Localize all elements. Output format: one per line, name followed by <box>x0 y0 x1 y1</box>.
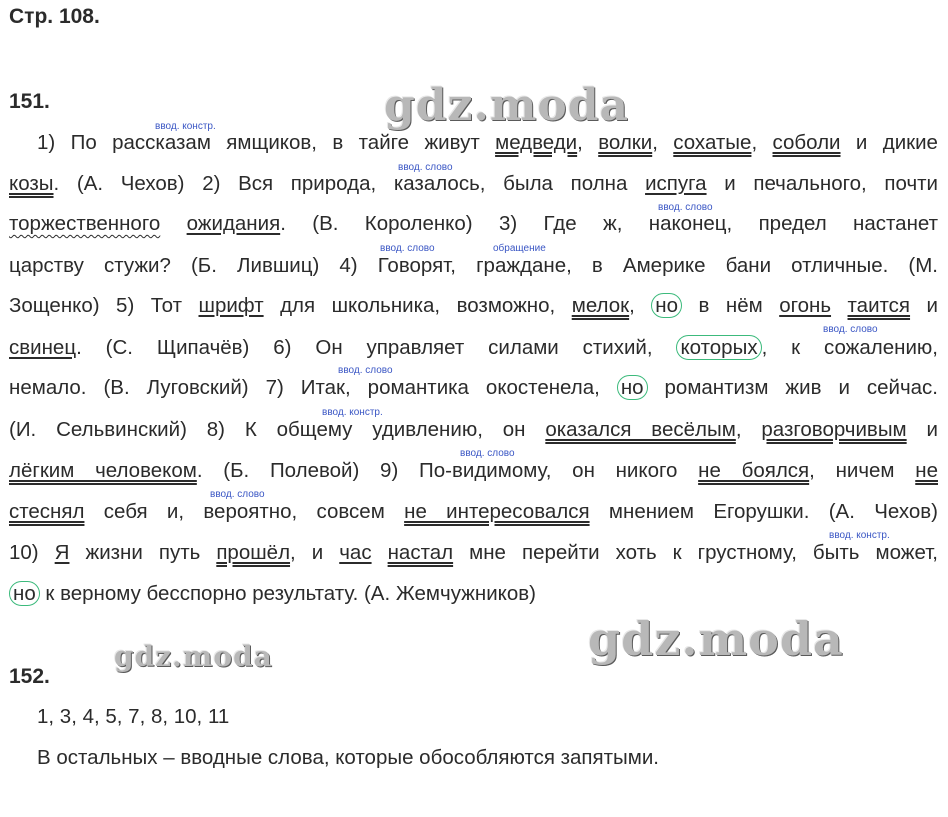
annotation: ввод. констр. <box>155 121 216 132</box>
annotation: ввод. слово <box>210 489 265 500</box>
text-line: 1) По рассказам ямщиков, в тайге живут медведи, волки, сохатые, соболи и дикие <box>37 131 938 154</box>
watermark-logo: gdz.moda <box>384 80 630 131</box>
annotation: ввод. слово <box>658 202 713 213</box>
text-line: торжественного ожидания. (В. Короленко) 3) Где ж, наконец, предел настанет <box>9 212 938 235</box>
text-line: лёгким человеком. (Б. Полевой) 9) По-видимому, он никого не боялся, ничем не <box>9 459 938 482</box>
text-line: стеснял себя и, вероятно, совсем не интересовался мнением Егорушки. (А. Чехов) <box>9 500 939 523</box>
exercise-number: 152. <box>9 665 50 688</box>
annotation: ввод. слово <box>460 448 515 459</box>
answer-list: 1, 3, 4, 5, 7, 8, 10, 11 <box>37 705 230 728</box>
text-line: 10) Я жизни путь прошёл, и час настал мне перейти хоть к грустному, быть может, <box>9 541 939 564</box>
relative-word-circle: которых <box>676 335 761 360</box>
annotation: обращение <box>493 243 546 254</box>
annotation: ввод. констр. <box>322 407 383 418</box>
answer-explanation: В остальных – вводные слова, которые обособляются запятыми. <box>37 746 659 769</box>
text-line: (И. Сельвинский) 8) К общему удивлению, он оказался весёлым, разговорчивым и <box>9 418 938 441</box>
exercise-number: 151. <box>9 90 50 113</box>
annotation: ввод. слово <box>398 162 453 173</box>
annotation: ввод. слово <box>338 365 393 376</box>
conjunction-circle: но <box>9 581 40 606</box>
text-line: царству стужи? (Б. Лившиц) 4) Говорят, граждане, в Америке бани отличные. (М. <box>9 254 938 277</box>
conjunction-circle: но <box>651 293 682 318</box>
text-line: козы. (А. Чехов) 2) Вся природа, казалось, была полна испуга и печального, почти <box>9 172 938 195</box>
watermark-logo: gdz.moda <box>114 640 273 673</box>
text-line: но к верному бесспорно результату. (А. Жемчужников) <box>9 582 536 606</box>
text-line: немало. (В. Луговский) 7) Итак, романтика окостенела, но романтизм жив и сейчас. <box>9 376 938 399</box>
text-line: свинец. (С. Щипачёв) 6) Он управляет силами стихий, которых , к сожалению, <box>9 336 938 359</box>
watermark-logo: gdz.moda <box>588 612 844 666</box>
text-line: Зощенко) 5) Тот шрифт для школьника, возможно, мелок, но в нём огонь таится и <box>9 294 938 317</box>
conjunction-circle: но <box>617 375 648 400</box>
annotation: ввод. слово <box>380 243 435 254</box>
annotation: ввод. констр. <box>829 530 890 541</box>
page-title: Стр. 108. <box>9 5 100 28</box>
annotation: ввод. слово <box>823 324 878 335</box>
